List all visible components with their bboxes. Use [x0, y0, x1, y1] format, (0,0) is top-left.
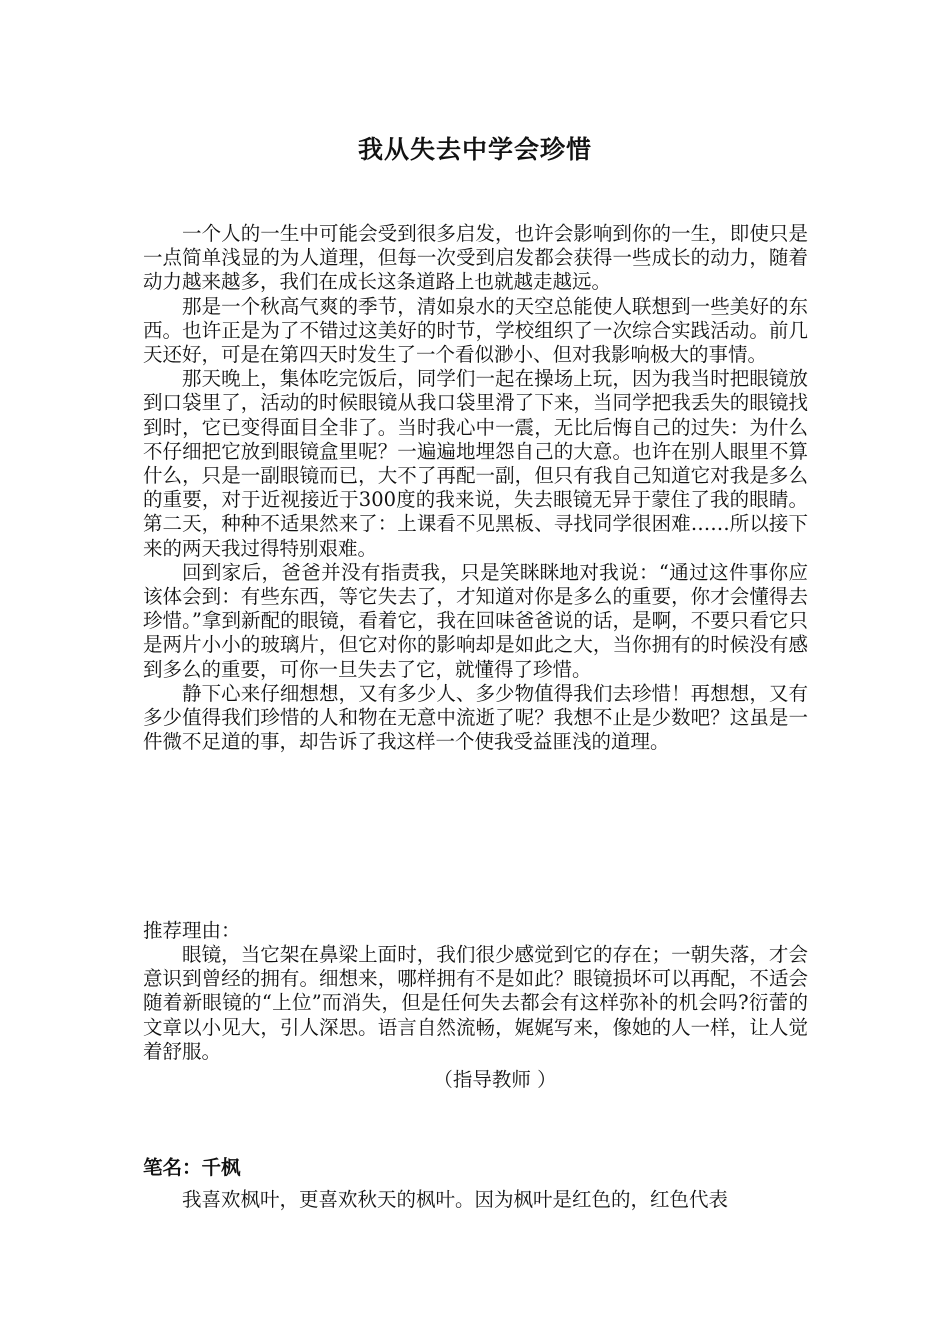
instructor-credit: （指导教师 ）: [433, 1068, 557, 1091]
essay-paragraph: 那是一个秋高气爽的季节，清如泉水的天空总能使人联想到一些美好的东西。也许正是为了不错过这美好的时节，学校组织了一次综合实践活动。前几天还好，可是在第四天时发生了一个看似渺小、但对我影响极大的事情。: [143, 294, 808, 367]
essay-paragraph: 那天晚上，集体吃完饭后，同学们一起在操场上玩，因为我当时把眼镜放到口袋里了，活动的时候眼镜从我口袋里滑了下来，当同学把我丢失的眼镜找到时，它已变得面目全非了。当时我心中一震，无比后悔自己的过失：为什么不仔细把它放到眼镜盒里呢？一遍遍地埋怨自己的大意。也许在别人眼里不算什么，只是一副眼镜而已，大不了再配一副，但只有我自己知道它对我是多么的重要，对于近视接近于300度的我来说，失去眼镜无异于蒙住了我的眼睛。第二天，种种不适果然来了：上课看不见黑板、寻找同学很困难……所以接下来的两天我过得特别艰难。: [143, 367, 808, 560]
next-essay-first-line: 我喜欢枫叶，更喜欢秋天的枫叶。因为枫叶是红色的，红色代表: [182, 1188, 729, 1211]
recommendation-body: [143, 943, 808, 1064]
pen-name-heading: 笔名：千枫: [143, 1156, 241, 1179]
next-essay-body: [143, 1188, 808, 1212]
page-title: 我从失去中学会珍惜: [357, 135, 592, 164]
recommendation-text: 眼镜，当它架在鼻梁上面时，我们很少感觉到它的存在；一朝失落，才会意识到曾经的拥有。细想来，哪样拥有不是如此？眼镜损坏可以再配，不适会随着新眼镜的“上位”而消失，但是任何失去都会有这样弥补的机会吗?衍蕾的文章以小见大，引人深思。语言自然流畅，娓娓写来，像她的人一样，让人觉着舒服。: [143, 943, 808, 1063]
essay-paragraph: 静下心来仔细想想，又有多少人、多少物值得我们去珍惜！再想想，又有多少值得我们珍惜的人和物在无意中流逝了呢？我想不止是少数吧？这虽是一件微不足道的事，却告诉了我这样一个使我受益匪浅的道理。: [143, 681, 808, 754]
essay-paragraph: 回到家后，爸爸并没有指责我，只是笑眯眯地对我说：“通过这件事你应该体会到：有些东西，等它失去了，才知道对你是多么的重要，你才会懂得去珍惜。”拿到新配的眼镜，看着它，我在回味爸爸说的话，是啊，不要只看它只是两片小小的玻璃片，但它对你的影响却是如此之大，当你拥有的时候没有感到多么的重要，可你一旦失去了它，就懂得了珍惜。: [143, 560, 808, 681]
recommendation-label: 推荐理由：: [143, 919, 241, 942]
essay-body: [143, 222, 808, 754]
essay-paragraph: 一个人的一生中可能会受到很多启发，也许会影响到你的一生，即使只是一点简单浅显的为人道理，但每一次受到启发都会获得一些成长的动力，随着动力越来越多，我们在成长这条道路上也就越走越远。: [143, 222, 808, 294]
